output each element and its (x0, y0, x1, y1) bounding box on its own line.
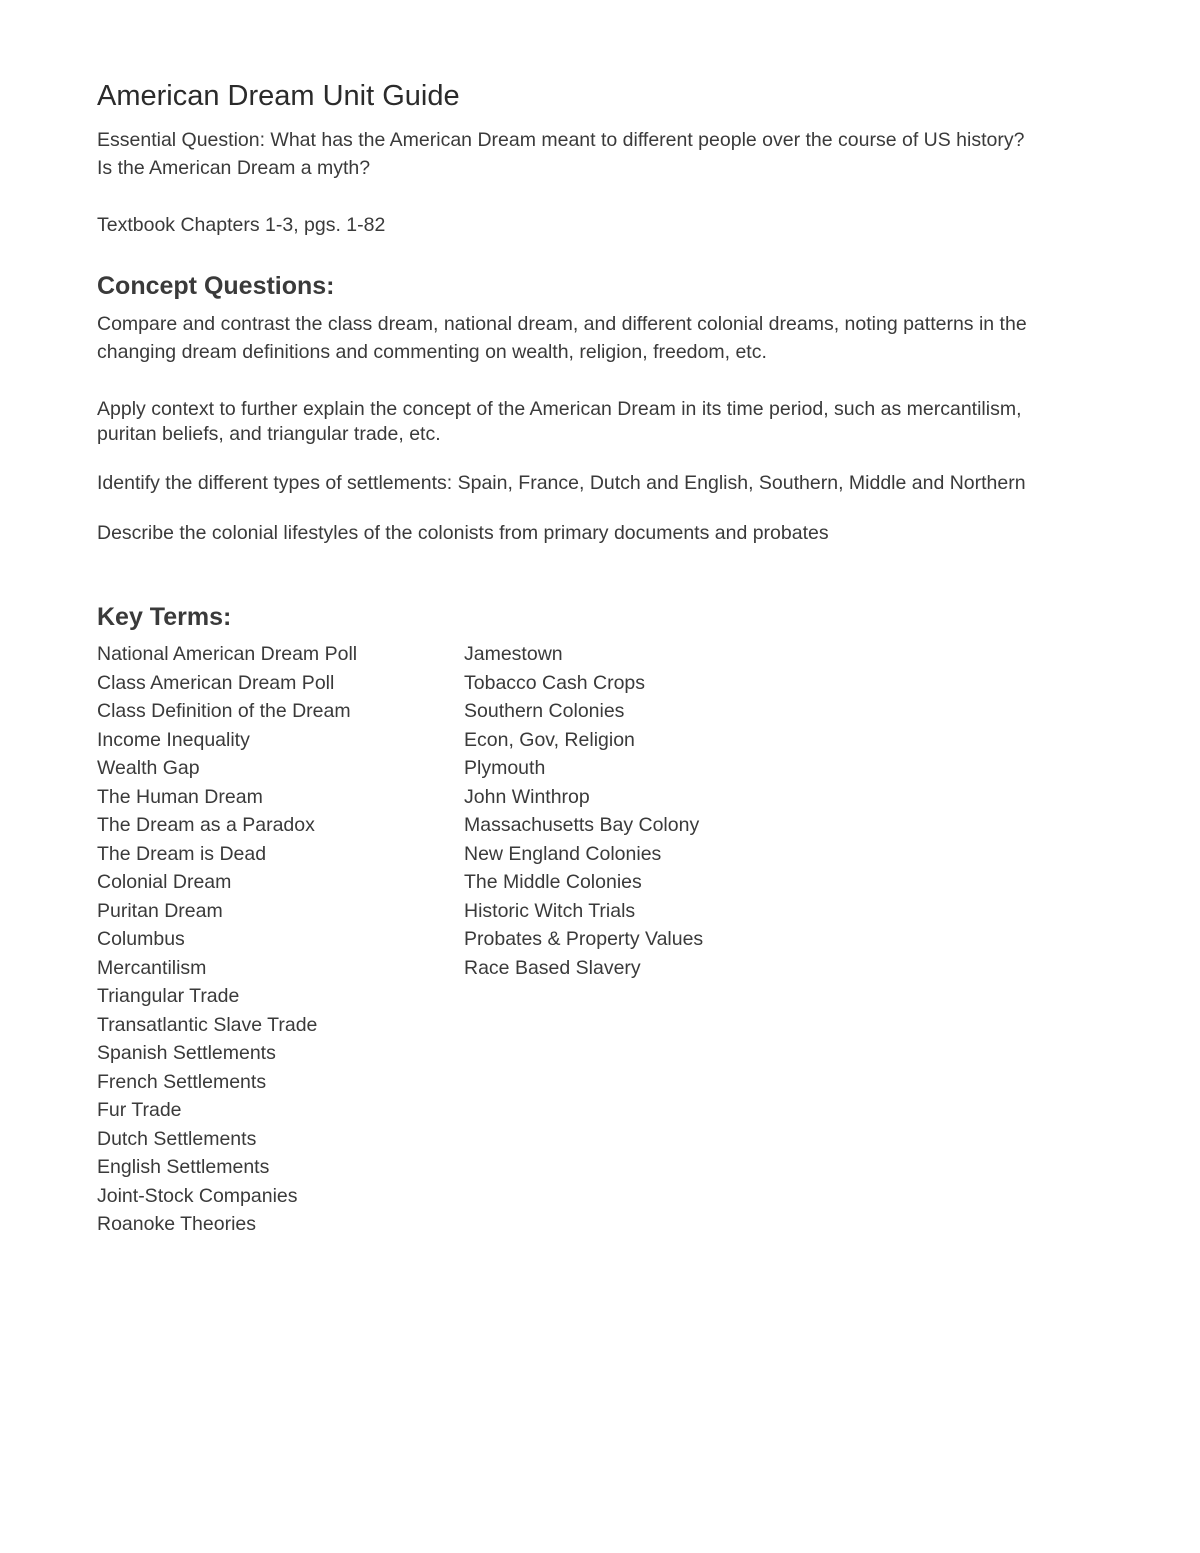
concept-question-2-line-1: Apply context to further explain the concept of the American Dream in its time period, such as mercantilism, (97, 398, 1022, 420)
key-term: Roanoke Theories (97, 1213, 256, 1235)
key-term: Joint-Stock Companies (97, 1184, 298, 1207)
key-term: Puritan Dream (97, 899, 223, 922)
key-term: French Settlements (97, 1070, 267, 1093)
key-term: Income Inequality (97, 728, 250, 751)
key-term: The Dream is Dead (97, 842, 267, 865)
key-term: Plymouth (464, 757, 546, 779)
concept-question-1-line-1: Compare and contrast the class dream, national dream, and different colonial dreams, noting patterns in the (97, 313, 1027, 335)
key-term: Columbus (97, 928, 185, 950)
key-terms-column-1 (97, 640, 357, 1239)
key-terms-heading: Key Terms: (97, 603, 232, 631)
key-term: Transatlantic Slave Trade (97, 1013, 318, 1036)
concept-question-2 (97, 397, 1022, 447)
key-term: English Settlements (97, 1156, 270, 1178)
concept-question-1-line-2: changing dream definitions and commenting on wealth, religion, freedom, etc. (97, 341, 767, 363)
key-term: Mercantilism (97, 956, 207, 979)
key-term: Dutch Settlements (97, 1127, 257, 1150)
concept-question-3: Identify the different types of settlements: Spain, France, Dutch and English, Southern, Middle and Northern (97, 472, 1026, 494)
key-term: Probates & Property Values (464, 928, 704, 950)
textbook-reference: Textbook Chapters 1-3, pgs. 1-82 (97, 214, 386, 236)
key-term: Southern Colonies (464, 700, 625, 722)
concept-question-2-line-2: puritan beliefs, and triangular trade, etc. (97, 423, 441, 445)
key-term: Race Based Slavery (464, 956, 641, 979)
document-title: American Dream Unit Guide (97, 80, 460, 112)
key-terms-column-2 (464, 640, 703, 982)
key-term: Wealth Gap (97, 757, 200, 779)
essential-question (97, 126, 1024, 182)
essential-question-line-2: Is the American Dream a myth? (97, 157, 371, 179)
key-term: Class Definition of the Dream (97, 700, 351, 722)
concept-question-4: Describe the colonial lifestyles of the colonists from primary documents and probates (97, 522, 829, 544)
key-term: Jamestown (464, 643, 563, 665)
key-term: National American Dream Poll (97, 643, 358, 665)
key-term: The Human Dream (97, 785, 263, 808)
key-term: The Middle Colonies (464, 871, 642, 893)
key-term: The Dream as a Paradox (97, 814, 315, 836)
key-term: Tobacco Cash Crops (464, 671, 646, 694)
key-term: John Winthrop (464, 785, 590, 808)
key-term: Econ, Gov, Religion (464, 728, 635, 751)
essential-question-line-1: Essential Question: What has the American Dream meant to different people over the course of US history? (97, 129, 1025, 151)
key-term: Historic Witch Trials (464, 899, 636, 922)
key-term: Spanish Settlements (97, 1042, 276, 1064)
key-term: Class American Dream Poll (97, 671, 335, 694)
key-term: Fur Trade (97, 1099, 182, 1121)
concept-question-1 (97, 310, 1027, 366)
key-term: New England Colonies (464, 842, 662, 865)
concept-questions-heading: Concept Questions: (97, 272, 335, 300)
key-term: Triangular Trade (97, 985, 240, 1007)
key-term: Colonial Dream (97, 871, 232, 893)
key-term: Massachusetts Bay Colony (464, 814, 700, 836)
